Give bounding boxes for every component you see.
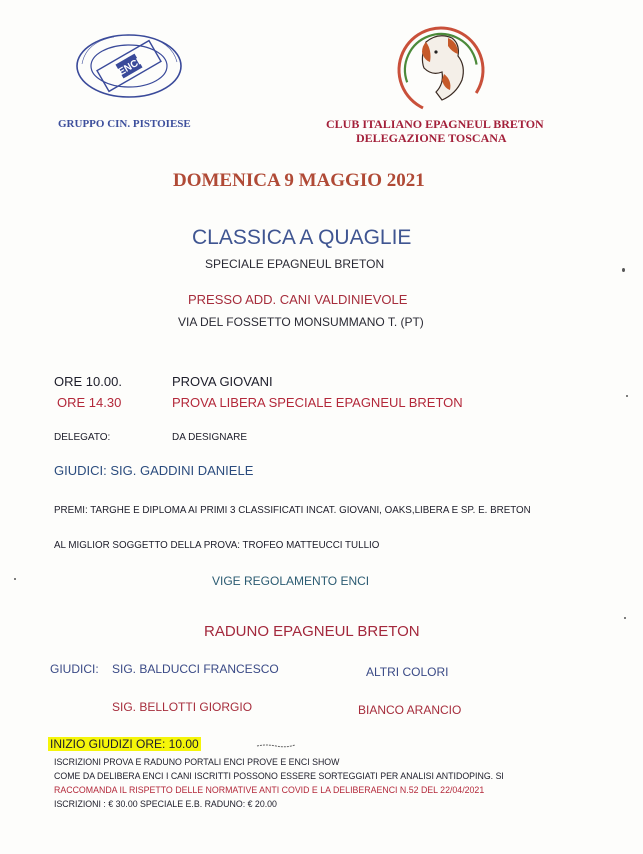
venue-address: VIA DEL FOSSETTO MONSUMMANO T. (PT) xyxy=(178,315,424,329)
raduno-title: RADUNO EPAGNEUL BRETON xyxy=(204,623,420,640)
raduno-category-1: ALTRI COLORI xyxy=(366,665,449,679)
scan-speck xyxy=(622,268,625,272)
event-title: CLASSICA A QUAGLIE xyxy=(192,226,412,249)
footer-line-2: COME DA DELIBERA ENCI I CANI ISCRITTI POSSONO ESSERE SORTEGGIATI PER ANALISI ANTIDOPING. SI xyxy=(54,771,504,781)
raduno-judge-1: SIG. BALDUCCI FRANCESCO xyxy=(112,662,279,676)
footer-line-4: ISCRIZIONI : € 30.00 SPECIALE E.B. RADUNO: € 20.00 xyxy=(54,799,277,809)
group-name: GRUPPO CIN. PISTOIESE xyxy=(58,118,191,130)
footer-line-1: ISCRIZIONI PROVA E RADUNO PORTALI ENCI PROVE E ENCI SHOW xyxy=(54,757,340,767)
footer-line-3: RACCOMANDA IL RISPETTO DELLE NORMATIVE ANTI COVID E LA DELIBERAENCI N.52 DEL 22/04/2021 xyxy=(54,785,485,795)
enci-logo-center-text: ENCI xyxy=(116,56,143,79)
delegato-label: DELEGATO: xyxy=(54,432,111,443)
raduno-judge-2: SIG. BELLOTTI GIORGIO xyxy=(112,700,253,714)
schedule-label-1: PROVA GIOVANI xyxy=(172,374,273,389)
scan-speck xyxy=(626,395,628,397)
raduno-category-2: BIANCO ARANCIO xyxy=(358,703,462,717)
event-date: DOMENICA 9 MAGGIO 2021 xyxy=(173,170,425,191)
scan-speck xyxy=(624,617,626,619)
club-delegation: DELEGAZIONE TOSCANA xyxy=(356,131,507,145)
schedule-time-1: ORE 10.00. xyxy=(54,374,122,389)
ink-mark xyxy=(256,743,296,748)
venue-name: PRESSO ADD. CANI VALDINIEVOLE xyxy=(188,292,408,307)
event-subtitle: SPECIALE EPAGNEUL BRETON xyxy=(205,257,385,271)
raduno-giudici-label: GIUDICI: xyxy=(50,662,99,676)
trofeo-text: AL MIGLIOR SOGGETTO DELLA PROVA: TROFEO MATTEUCCI TULLIO xyxy=(54,540,380,551)
enci-logo xyxy=(74,30,184,100)
scan-speck xyxy=(14,578,16,580)
premi-text: PREMI: TARGHE E DIPLOMA AI PRIMI 3 CLASSIFICATI INCAT. GIOVANI, OAKS,LIBERA E SP. E. BRETON xyxy=(54,505,531,516)
delegato-value: DA DESIGNARE xyxy=(172,432,248,443)
club-logo xyxy=(392,22,490,118)
giudici-prova: GIUDICI: SIG. GADDINI DANIELE xyxy=(54,463,254,478)
regolamento-note: VIGE REGOLAMENTO ENCI xyxy=(212,574,370,588)
schedule-time-2: ORE 14.30 xyxy=(57,395,122,410)
schedule-label-2: PROVA LIBERA SPECIALE EPAGNEUL BRETON xyxy=(172,395,463,410)
inizio-giudizi-highlight: INIZIO GIUDIZI ORE: 10.00 xyxy=(50,737,199,751)
club-name: CLUB ITALIANO EPAGNEUL BRETON xyxy=(326,117,544,131)
